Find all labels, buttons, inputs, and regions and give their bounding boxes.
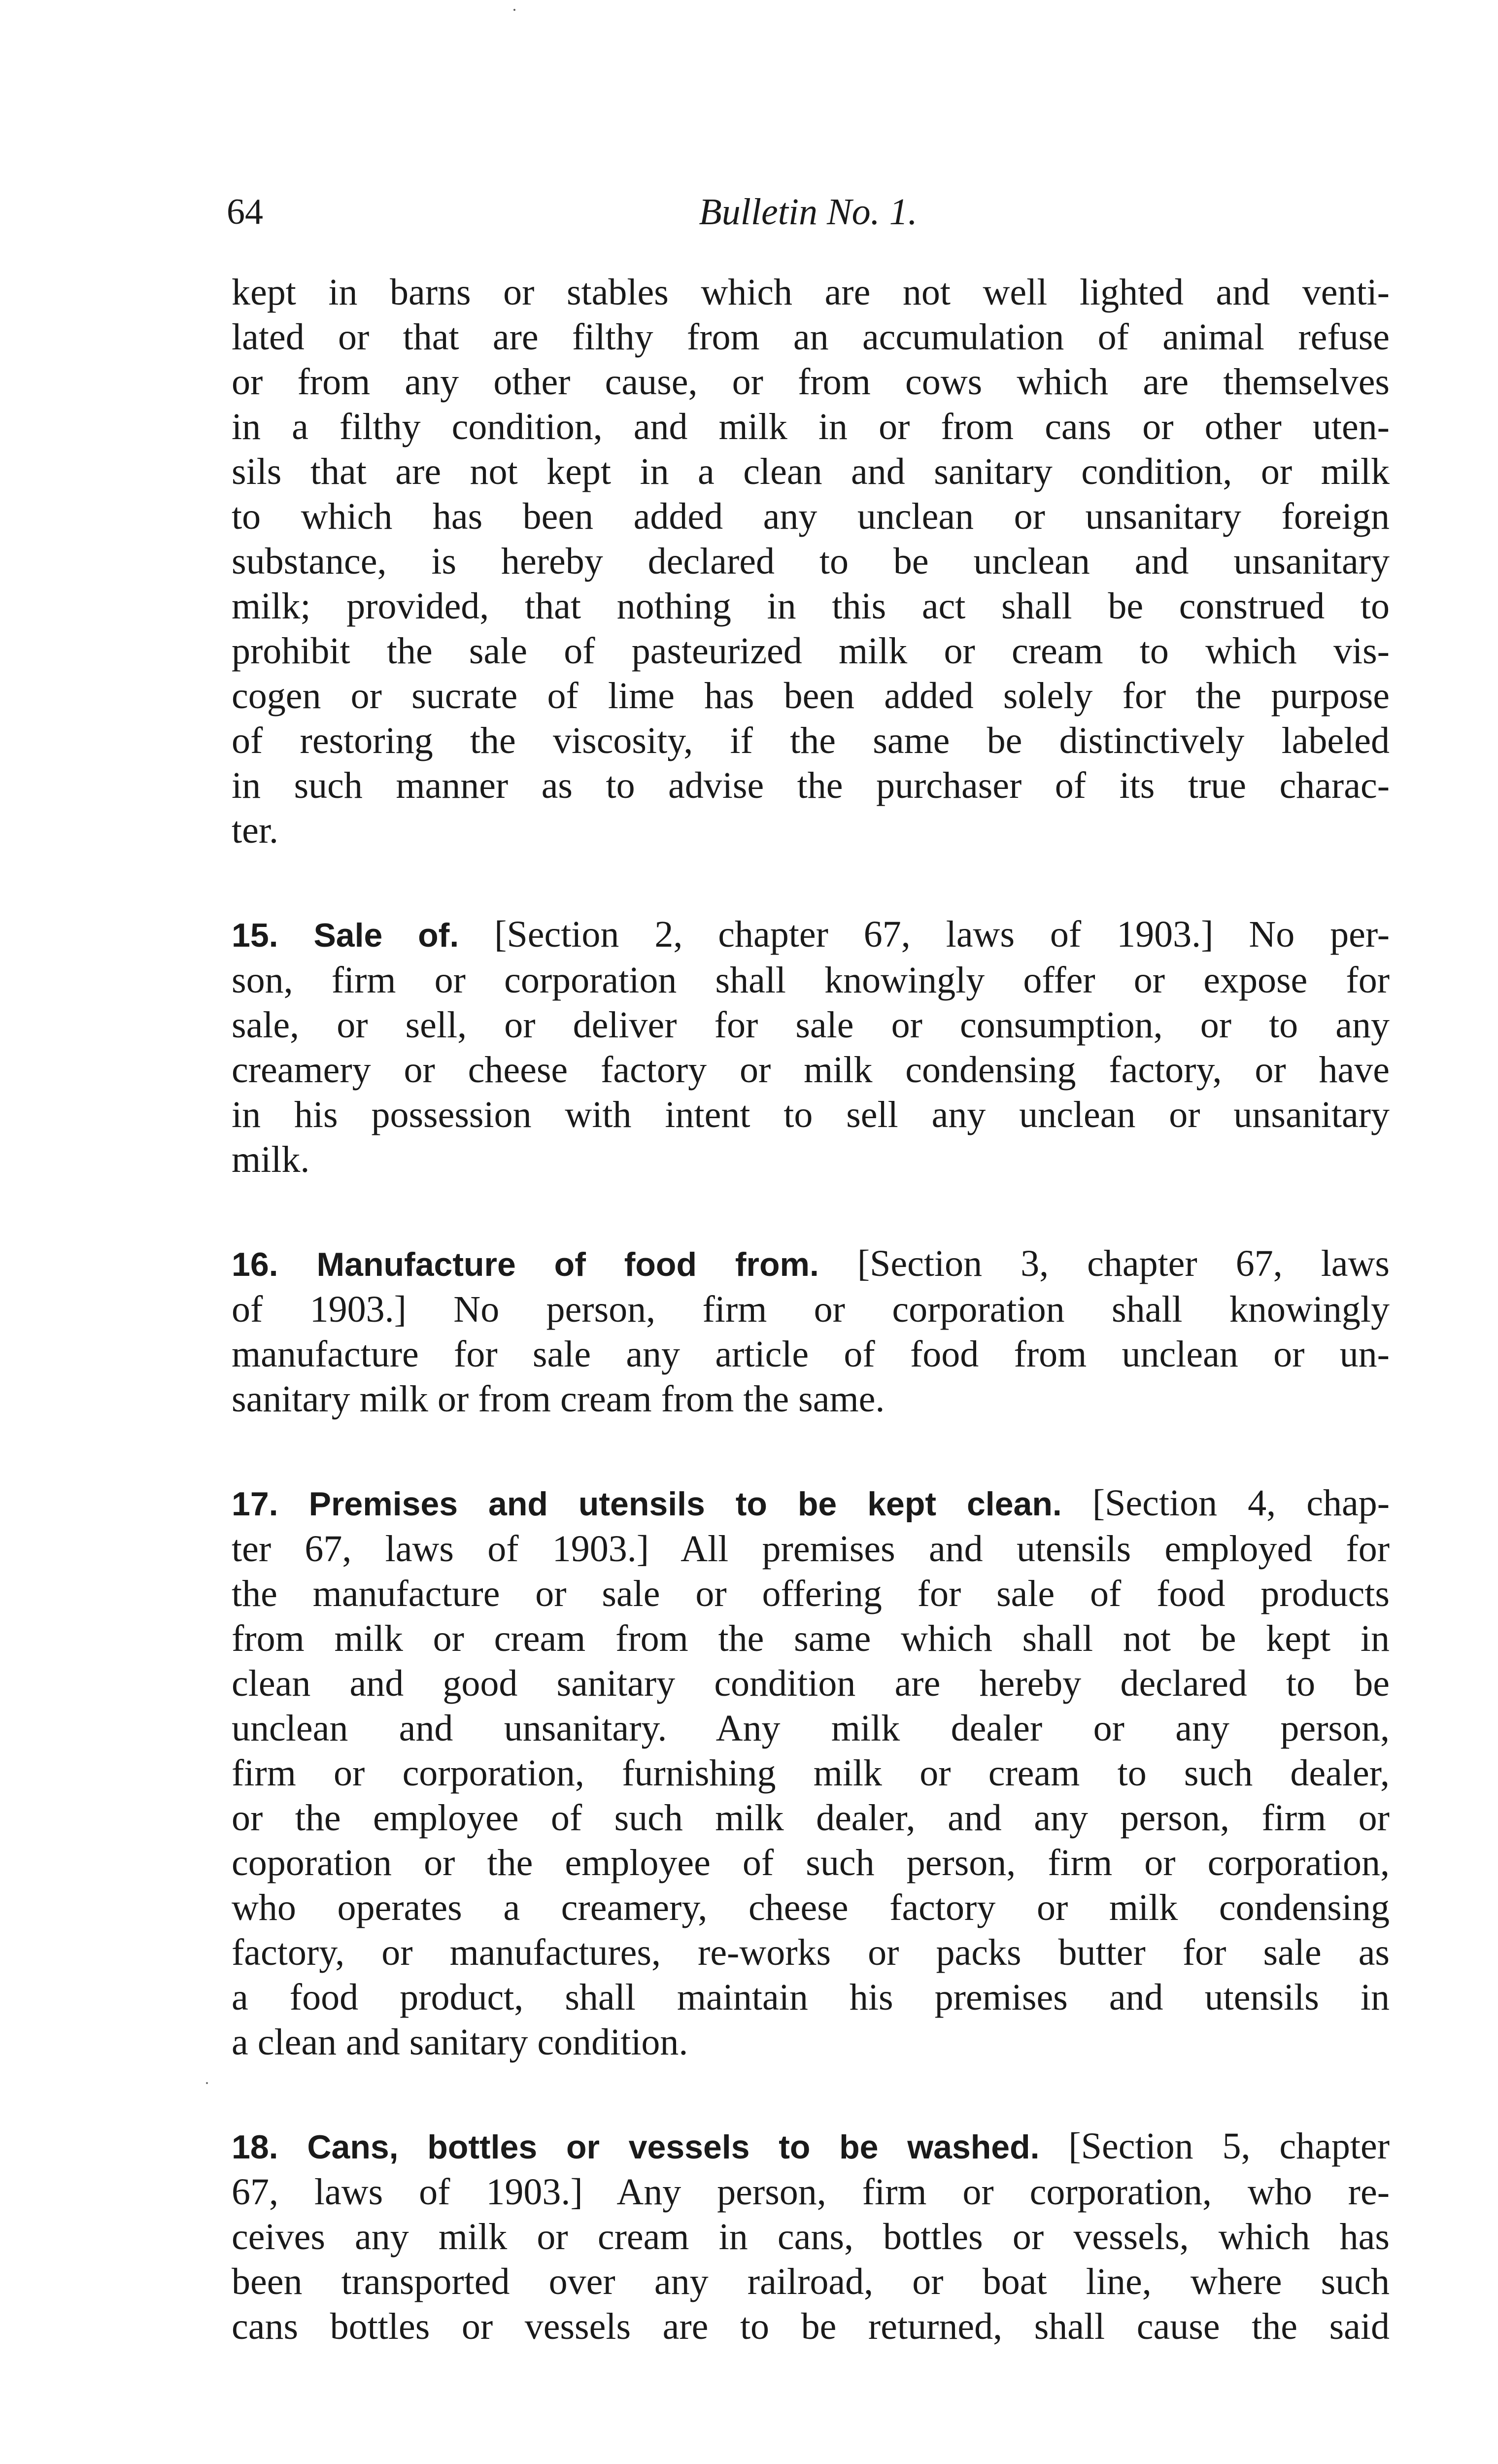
text-line: or the employee of such milk dealer, and any person, firm or [232,1797,1390,1839]
section-17 [232,1481,1390,2065]
page-number: 64 [227,192,263,232]
text-line: ter. [232,810,278,851]
section-heading: Premises and utensils to be kept clean. [308,1485,1062,1523]
text-line: a food product, shall maintain his premises and utensils in [232,1977,1390,2018]
text-line: manufacture for sale any article of food from unclean or un- [232,1334,1390,1375]
text-line: from milk or cream from the same which shall not be kept in [232,1618,1390,1659]
section-number: 18. [232,2128,278,2166]
text-line: in a filthy condition, and milk in or from cans or other uten- [232,406,1390,447]
print-speck [513,9,515,11]
section-heading: Manufacture of food from. [316,1246,819,1283]
text-line: in his possession with intent to sell any unclean or unsanitary [232,1094,1390,1135]
section-first-line [232,912,1390,958]
text-line: the manufacture or sale or offering for sale of food products [232,1573,1390,1614]
print-speck [206,2082,208,2084]
text-line: factory, or manufactures, re-works or packs butter for sale as [232,1932,1390,1973]
section-first-line [232,1241,1390,1287]
text-line: who operates a creamery, cheese factory or milk condensing [232,1887,1390,1928]
text-line: sale, or sell, or deliver for sale or consumption, or to any [232,1004,1390,1046]
text-line: substance, is hereby declared to be unclean and unsanitary [232,541,1390,582]
running-head [227,185,1390,239]
section-citation: [Section 4, chap- [1061,1482,1390,1524]
section-citation: [Section 3, chapter 67, laws [818,1243,1390,1284]
text-line: or from any other cause, or from cows which are themselves [232,361,1390,403]
text-line: coporation or the employee of such person, firm or corporation, [232,1842,1390,1883]
continued-paragraph [232,270,1390,853]
text-line: lated or that are filthy from an accumulation of animal refuse [232,316,1390,358]
text-line: of 1903.] No person, firm or corporation shall knowingly [232,1289,1390,1330]
section-first-line [232,2124,1390,2170]
text-line: milk. [232,1139,310,1180]
section-heading: Sale of. [313,917,459,954]
text-line: firm or corporation, furnishing milk or cream to such dealer, [232,1752,1390,1794]
section-citation: [Section 5, chapter [1039,2125,1390,2167]
statute-text [232,270,1390,2349]
text-line: a clean and sanitary condition. [232,2021,688,2063]
text-line: 67, laws of 1903.] Any person, firm or corporation, who re- [232,2171,1390,2213]
text-line: of restoring the viscosity, if the same be distinctively labeled [232,720,1390,761]
section-number: 17. [232,1485,278,1523]
section-number: 15. [232,917,278,954]
text-line: son, firm or corporation shall knowingly offer or expose for [232,959,1390,1001]
text-line: ter 67, laws of 1903.] All premises and utensils employed for [232,1528,1390,1570]
section-15 [232,912,1390,1182]
text-line: kept in barns or stables which are not well lighted and venti- [232,272,1390,313]
text-line: clean and good sanitary condition are hereby declared to be [232,1663,1390,1704]
text-line: creamery or cheese factory or milk condensing factory, or have [232,1049,1390,1091]
text-line: cans bottles or vessels are to be returned, shall cause the said [232,2306,1390,2347]
text-line: cogen or sucrate of lime has been added solely for the purpose [232,675,1390,717]
bulletin-title: Bulletin No. 1. [699,191,918,233]
section-16 [232,1241,1390,1422]
text-line: in such manner as to advise the purchaser of its true charac- [232,765,1390,806]
text-line: unclean and unsanitary. Any milk dealer or any person, [232,1708,1390,1749]
text-line: sanitary milk or from cream from the same. [232,1378,885,1420]
text-line: prohibit the sale of pasteurized milk or cream to which vis- [232,630,1390,672]
text-line: milk; provided, that nothing in this act shall be construed to [232,585,1390,627]
text-line: to which has been added any unclean or unsanitary foreign [232,496,1390,537]
section-number: 16. [232,1246,278,1283]
text-line: ceives any milk or cream in cans, bottles or vessels, which has [232,2216,1390,2258]
section-18 [232,2124,1390,2349]
section-citation: [Section 2, chapter 67, laws of 1903.] No per- [459,914,1390,955]
text-line: been transported over any railroad, or boat line, where such [232,2261,1390,2302]
text-line: sils that are not kept in a clean and sanitary condition, or milk [232,451,1390,492]
section-first-line [232,1481,1390,1527]
section-heading: Cans, bottles or vessels to be washed. [307,2128,1040,2166]
